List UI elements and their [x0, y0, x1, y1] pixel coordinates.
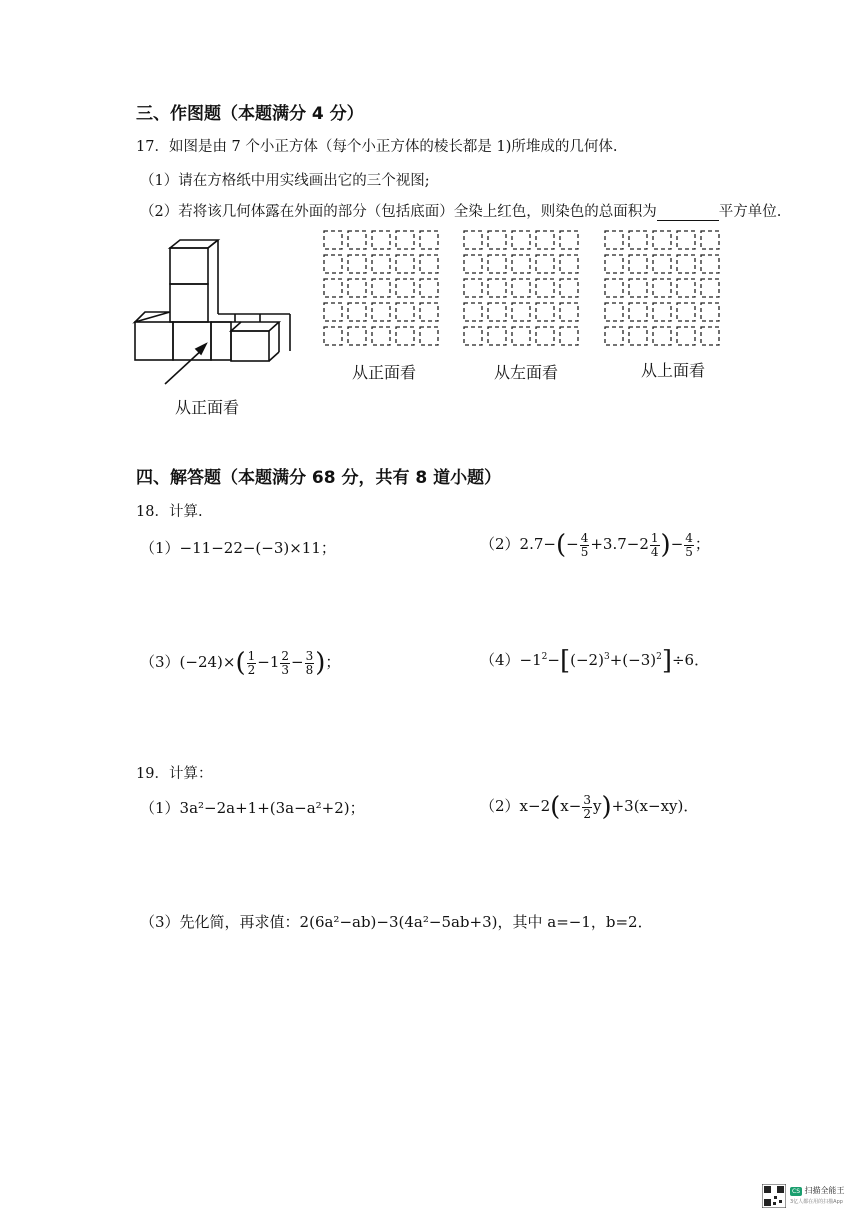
q19-stem: 19．计算：	[136, 766, 213, 782]
q18-part4: $(4)-1^2-[(-2)^3+(-3)^2]\div 6$．	[480, 646, 710, 676]
grid-cell	[324, 303, 342, 321]
grid-top[interactable]	[602, 228, 726, 352]
grid-cell	[372, 231, 390, 249]
qr-code-icon	[762, 1184, 786, 1208]
watermark-brand: CS 扫描全能王 3亿人都在用的扫描App	[790, 1186, 845, 1205]
grid-cell	[464, 279, 482, 297]
q19-part3: （3）先化简，再求值：2(6a²−ab)−3(4a²−5ab+3)，其中 a=−1，b=2．	[140, 913, 653, 931]
grid-cell	[560, 231, 578, 249]
grid-cell	[605, 303, 623, 321]
grid-cell	[536, 327, 554, 345]
q18-part3: （3）(−24)×( $\frac{1}{2}$ −1 $\frac{2}{3}$ − $\frac{3}{8}$ )；	[140, 648, 341, 678]
q18-part1: （1）−11−22−(−3)×11；	[140, 539, 336, 557]
grid-cell	[324, 255, 342, 273]
q18-stem: 18．计算.	[136, 504, 203, 520]
q17-stem: 17．如图是由 7 个小正方体（每个小正方体的棱长都是 1)所堆成的几何体.	[136, 139, 618, 155]
grid-cell	[396, 231, 414, 249]
grid-cell	[701, 303, 719, 321]
grid-cell	[653, 231, 671, 249]
grid-cell	[464, 303, 482, 321]
grid-cell	[512, 303, 530, 321]
grid-cell	[629, 231, 647, 249]
grid-cell	[677, 303, 695, 321]
grid-cell	[605, 279, 623, 297]
grid-cell	[324, 231, 342, 249]
grid-cell	[605, 255, 623, 273]
grid-cell	[464, 327, 482, 345]
grid-cell	[653, 255, 671, 273]
grid-cell	[348, 255, 366, 273]
grid-cell	[629, 279, 647, 297]
grid-cell	[324, 327, 342, 345]
grid-cell	[701, 279, 719, 297]
grid-label-top: 从上面看	[641, 361, 706, 380]
grid-cell	[629, 303, 647, 321]
grid-cell	[512, 327, 530, 345]
grid-cell	[372, 279, 390, 297]
grid-cell	[396, 255, 414, 273]
grid-cell	[372, 327, 390, 345]
grid-cell	[372, 255, 390, 273]
grid-cell	[512, 255, 530, 273]
q17-part1: （1）请在方格纸中用实线画出它的三个视图;	[140, 173, 430, 189]
grid-cell	[488, 255, 506, 273]
answer-blank	[657, 206, 719, 221]
grid-cell	[701, 231, 719, 249]
grid-cell	[701, 327, 719, 345]
grid-cell	[536, 255, 554, 273]
grid-cell	[348, 327, 366, 345]
grid-cell	[324, 279, 342, 297]
grid-cell	[605, 327, 623, 345]
grid-cell	[677, 255, 695, 273]
grid-cell	[396, 279, 414, 297]
grid-cell	[677, 327, 695, 345]
section4-title: 四、解答题（本题满分 68 分，共有 8 道小题）	[136, 468, 502, 488]
grid-cell	[560, 279, 578, 297]
grid-cell	[348, 303, 366, 321]
grid-cell	[420, 279, 438, 297]
grid-cell	[629, 255, 647, 273]
grid-cell	[512, 231, 530, 249]
grid-cell	[560, 255, 578, 273]
grid-cell	[348, 279, 366, 297]
figure-view-label: 从正面看	[175, 398, 240, 417]
grid-label-front: 从正面看	[352, 363, 417, 382]
grid-cell	[536, 279, 554, 297]
grid-cell	[629, 327, 647, 345]
grid-cell	[396, 327, 414, 345]
cube-figure-drawing	[130, 236, 300, 416]
section3-title: 三、作图题（本题满分 4 分）	[136, 104, 364, 124]
grid-cell	[464, 231, 482, 249]
camscanner-logo-icon: CS	[792, 1188, 800, 1195]
grid-cell	[372, 303, 390, 321]
grid-cell	[420, 255, 438, 273]
grid-left[interactable]	[461, 228, 585, 352]
q19-part1: （1）3a²−2a+1+(3a−a²+2)；	[140, 799, 365, 817]
grid-cell	[560, 327, 578, 345]
grid-cell	[488, 279, 506, 297]
grid-cell	[512, 279, 530, 297]
q18-part2: （2）2.7−(− $\frac{4}{5}$ +3.7−2 $\frac{1}{4}$ )− $\frac{4}{5}$ ；	[480, 530, 710, 560]
grid-cell	[420, 231, 438, 249]
grid-cell	[701, 255, 719, 273]
grid-front[interactable]	[321, 228, 445, 352]
grid-cell	[605, 231, 623, 249]
grid-cell	[348, 231, 366, 249]
cube-figure	[130, 236, 300, 416]
grid-cell	[536, 303, 554, 321]
q17-part2: （2）若将该几何体露在外面的部分（包括底面）全染上红色，则染色的总面积为 平方单位.	[140, 204, 782, 220]
grid-cell	[488, 303, 506, 321]
grid-cell	[488, 231, 506, 249]
grid-cell	[653, 279, 671, 297]
grid-cell	[488, 327, 506, 345]
grid-cell	[653, 327, 671, 345]
q19-part2: （2）x−2(x− $\frac{3}{2}$ y)+3(x−xy)．	[480, 792, 699, 822]
grid-cell	[420, 303, 438, 321]
grid-cell	[560, 303, 578, 321]
grid-cell	[677, 279, 695, 297]
grid-cell	[464, 255, 482, 273]
grid-cell	[536, 231, 554, 249]
grid-cell	[420, 327, 438, 345]
grid-cell	[396, 303, 414, 321]
grid-cell	[677, 231, 695, 249]
grid-cell	[653, 303, 671, 321]
grid-label-left: 从左面看	[494, 363, 559, 382]
